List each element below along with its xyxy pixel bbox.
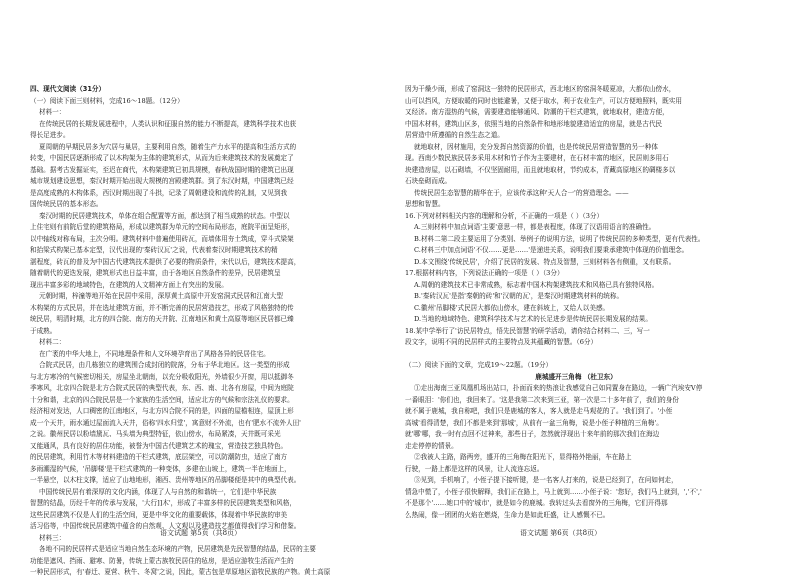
text-line: 于成熟。 <box>30 326 57 335</box>
text-line: 块建造房屋，以石砌墙，不仅坚固耐用，而且就地取材，节约成本，青藏高原地区的碉楼多以 <box>405 165 676 174</box>
text-line: B.材料二第二段主要运用了分类别、举例子的说明方法，说明了传统民居的多种类型，更有代表性。 <box>414 234 705 243</box>
text-line: 材料三： <box>39 533 66 542</box>
text-line: ③见到，手机响了，小侄子提下接听键，是一名客人打来的，说是已经到了，在问如何走， <box>414 476 678 484</box>
text-line: 17.根据材料内容，下列说法正确的一项是（ ）（3分） <box>405 269 564 277</box>
text-line: 以中轴线对称布局，主次分明。建筑材料中普遍使用砖瓦，而墙体用夯土筑成，穿斗式梁架 <box>30 234 294 243</box>
text-line: C.材料三中加点词语'不仅……更是……'是递进关系，说明我们要秉承建筑中体现的价值理念。 <box>414 246 689 254</box>
text-line: 一半悬空，以木柱支撑，适应了山地地形，湘西、贵州等地区的吊脚楼便是其中的典型代表。 <box>30 476 301 484</box>
text-line: 成一个天井，雨水通过屋面流入天井，俗称'四水归堂'，寓意财不外流，也有'肥水不流外人田' <box>30 418 301 427</box>
text-line: D.本文围绕'传统民居'，介绍了民居的发展、特点及智慧，三则材料各有侧重，又有联系。 <box>414 257 676 266</box>
text-line: 现出丰富多彩的地域特色，在建筑的人文精神方面上有突出的发展。 <box>30 280 228 289</box>
text-line: 国传统民居的基本形态。 <box>30 200 103 208</box>
text-line: 材料二： <box>39 338 66 346</box>
text-line: 城市规划建设思想，秦汉时期开始出现大规模的宫殿建筑群。到了东汉时期，中国建筑已经 <box>30 177 294 185</box>
text-line: 段文字，说明不同的民居样式的主要特点及其蕴藏的智慧。（6分） <box>405 338 598 346</box>
text-line: 和抬梁式构架已基本定型，汉代出现的'秦砖汉瓦'之说，代表着秦汉时期建筑技术的精 <box>30 246 278 254</box>
text-line: 就不属于鹿城，我自称吧，我们只是鹿城的客人，客人就是走马观花的了。'我们到了。'小侄 <box>405 407 673 415</box>
text-line: 夏周朝的早期民居多为穴居与巢居，主要利用自然，随着生产力水平的提高和生活方式的 <box>39 142 297 151</box>
text-line: D.当地的地域特色、建筑科学技术与艺术的长足进步是传统民居长期发展的结果。 <box>414 315 652 323</box>
text-line <box>405 349 747 361</box>
text-line: 功能是遮风、挡雨、避寒、防暑，传统上蒙古族牧民居住的毡房，是适应游牧生活而产生的 <box>30 556 294 565</box>
text-line: 石块垒砌而成。 <box>405 177 452 185</box>
text-line: 就'哪'哪，我一时有点回不过神来，那些日子，忽然就浮现出十来年前的那次我们在海边 <box>405 430 660 438</box>
text-line: 是高度成熟的木构体系，西汉时期出现了斗拱，记录了周朝建设和流传的礼制，又见到我 <box>30 188 288 197</box>
text-line: （二）阅读下面的文章，完成19～22题。（19分） <box>405 361 553 369</box>
right-column <box>405 84 747 522</box>
text-line: 山可以挡风，方便取暖的同时也能避暑，又便于取水，利于农业生产，可以方便地照料，既实用 <box>405 96 682 105</box>
text-line: 合院式民居，由几栋独立的建筑围合成封闭的院落，分布于华北地区。这一类型的形成 <box>39 361 290 369</box>
page-footer-right: 语文试题 第6页（共8页） <box>520 529 602 537</box>
text-line: 中国木材料，建筑山区多，依照当地的自然条件和地形地貌建造适宜的房屋，就是古代民 <box>405 119 663 128</box>
text-line: 一番眼泪：'你们也，我回来了。'这是我第二次来到三亚，第一次是二十多年前了，我们的身份 <box>405 395 679 404</box>
text-line: 高城'看得清楚，我们不都是来到'那城'，从前有一盆三角梅，说是小侄子种植的三角梅'。 <box>405 418 663 427</box>
text-line: 鹿城盛开三角梅 （杜卫东） <box>535 372 617 381</box>
text-line: 之说。徽州民居以粉墙黛瓦、马头墙为典型特征，依山傍水，布局紧凑，天井既可采光 <box>30 430 281 438</box>
text-line: 么热闹，像一团团的火焰在燃烧，生命力是如此旺盛，让人感慨不已。 <box>405 510 610 519</box>
text-line: 元朝时期，梓潼等地开始在民居中采用，深厚黄土高原中开发窑洞式民居和江南大型 <box>39 292 283 300</box>
text-line: 统民居，明清时期，北方的四合院、南方的天井院、江南地区和黄土高原等地区民居都已臻 <box>30 315 294 323</box>
text-line: C.徽州'吊脚楼'式民居大都依山傍水，建在斜坡上，又给人以美感。 <box>414 303 610 312</box>
text-line: 在传统民居的长期发展进程中，人类认识和征服自然的能力不断提高，建筑科学技术也获 <box>39 119 297 128</box>
text-line: 季寒风，北京四合院是北方合院式民居的典型代表，东、西、南、北各有房屋，中间为庭院 <box>30 384 294 392</box>
text-line: 上住宅则有前院后堂的建筑格局，形成以建筑群为单元的空间布局形态，庭院平面呈矩形， <box>30 223 294 231</box>
text-line: 又能通风，具有良好的居住功能，被誉为中国古代建筑艺术的瑰宝，营造技艺独具特色。 <box>30 441 288 450</box>
text-line: 湛程度，砖瓦的普及为中国古代建筑技术提供了必要的物质条件，宋代以后，建筑技术提高， <box>30 257 301 266</box>
text-line: 不是那个'……她口中的'城市'，就是如今的鹿城。我转过头去看窗外的三角梅，它们开得那 <box>405 499 668 507</box>
text-line: ①走出海南三亚凤凰机场出站口，扑面而来的热浪让我感觉自己如同置身在路边，一辆广汽埃安V停 <box>414 384 703 392</box>
text-line: 就地取材，因材施用，充分发挥自然资源的价值，也是传统民居营造智慧的另一种体 <box>414 142 658 151</box>
text-line: 因为干燥少雨，形成了窑洞这一独特的民居形式，西北地区的窑洞冬暖夏凉，大都依山傍水， <box>405 85 676 93</box>
text-line: 这些民居建筑不仅是人们的生活空间，更是中华文化的重要载体，体现着中华民族的审美 <box>30 510 288 519</box>
text-line: 四、现代文阅读（31分） <box>30 85 106 93</box>
text-line: 行驶，一路上都是这样的风景，让人流连忘返。 <box>405 464 544 473</box>
text-line: 中国传统民居有着深厚的文化内涵，体现了人与自然的和谐统一，它们是中华民族 <box>39 487 277 496</box>
text-line: 16.下列对材料相关内容的理解和分析，不正确的一项是（ ）（3分） <box>405 211 604 220</box>
text-line: 居营造中所遵循的自然生态之道。 <box>405 131 504 139</box>
text-line: A.三则材料中加点词语'主要'意思一样，都是表程度，体现了汉语用语言的准确性。 <box>414 223 656 231</box>
text-line: 木构架的方式民居，并在选址建筑方面，并不断完善的民居营造技艺，形成了风格独特的传 <box>30 303 294 312</box>
text-line: 活习俗等，中国传统民居建筑中蕴含的自然观、人文观以及建造技艺都值得我们学习和借鉴。 <box>30 522 301 530</box>
text-line: 转变，中国民居逐渐形成了以木构架为主体的建筑形式，从而为后来建筑技术的发展奠定了 <box>30 154 294 162</box>
text-line: 随着朝代的更迭发展，建筑形式也日益丰富，由于各地区自然条件的差异，民居建筑呈 <box>30 269 281 277</box>
text-line: 又经济。南方湿热的气候，需要建造能够通风、防潮的干栏式建筑，就地取材，建造方便， <box>405 108 669 116</box>
text-line: 一种民居形式，有'春迁、夏营、秋牛、冬窝'之说，因此，蒙古包是草原地区游牧民族的产物。黄土高原 <box>30 568 331 576</box>
text-line: A.周朝的建筑技术已非常成熟，标志着中国木构架建筑技术和风格已具有独特风格。 <box>414 280 659 289</box>
text-line: 基础。据考古发掘证实，至迟在商代，木构架建筑已初具规模，春秋战国时期的建筑已出现 <box>30 165 294 174</box>
text-line: ②我被人主路，路两旁，盛开的三角梅在阳光下，显得格外艳丽，车在路上 <box>414 453 632 461</box>
text-line: 走走停停的情景。 <box>405 441 458 450</box>
text-line: 传统民居生态智慧的精华在于，应该传承这种'天人合一'的营造理念。—— <box>414 188 629 197</box>
text-line: 十分和谐，北京的四合院民居是一个家族的生活空间，适应北方的气候和宗法礼仪的要求。 <box>30 395 294 404</box>
text-line: B.'秦砖汉瓦'是指'秦朝的砖'和'汉朝的瓦'，是秦汉时期建筑材料的统称。 <box>414 292 624 300</box>
text-line: 的民居建筑，利用竹木等材料建造的干栏式建筑，底层架空，可以防潮防虫，适应了南方 <box>30 453 288 461</box>
text-line: （一）阅读下面三则材料，完成16～18题。（12分） <box>30 96 184 105</box>
page-footer-left: 语文试题 第5页（共8页） <box>160 529 242 537</box>
text-line: 与北方寒冷的气候密切相关，房屋坐北朝南，以充分吸收阳光，外墙很少开窗，用以抵御冬 <box>30 372 294 381</box>
text-line: 得长足进步。 <box>30 131 70 139</box>
text-line: 思想和智慧。 <box>405 200 445 208</box>
text-line: 多雨潮湿的气候，'吊脚楼'是干栏式建筑的一种变体，多建在山坡上，建筑一半在地面上， <box>30 464 291 473</box>
text-line: 各地不同的民居样式是适应当地自然生态环境的产物，民居建筑是先民智慧的结晶，民居的主要 <box>39 545 316 553</box>
text-line: 在广袤的中华大地上，不同地理条件和人文环境孕育出了风格各异的民居住宅。 <box>39 349 270 358</box>
text-line: 秦汉时期的民居建筑技术，单体在组合配置等方面，都达到了相当成熟的状态。中型以 <box>39 211 290 220</box>
text-line: 材料一： <box>39 108 66 116</box>
text-line: 智慧的结晶，历经千年的传承与发展，'大行]]木'，形成了丰富多样的民居建筑类型和风格， <box>30 499 296 507</box>
text-line: 经济相对发达，人口稠密的江南地区，与北方四合院不同的是，四面的屋檐相连，屋顶上形 <box>30 407 294 415</box>
text-line: 现。西南少数民族民居多采用木材和竹子作为主要建材，在石材丰富的地区，民居则多用石 <box>405 154 669 162</box>
text-line: 情急中慌了，小侄子很快解释，我们正在路上，马上就到……小侄子说：'您好，我们马上就到，','不',' <box>405 487 702 496</box>
text-line: 18.某中学举行了'访民居特点，悟先民智慧'的研学活动，请你结合材料二、三，写一 <box>405 326 650 335</box>
